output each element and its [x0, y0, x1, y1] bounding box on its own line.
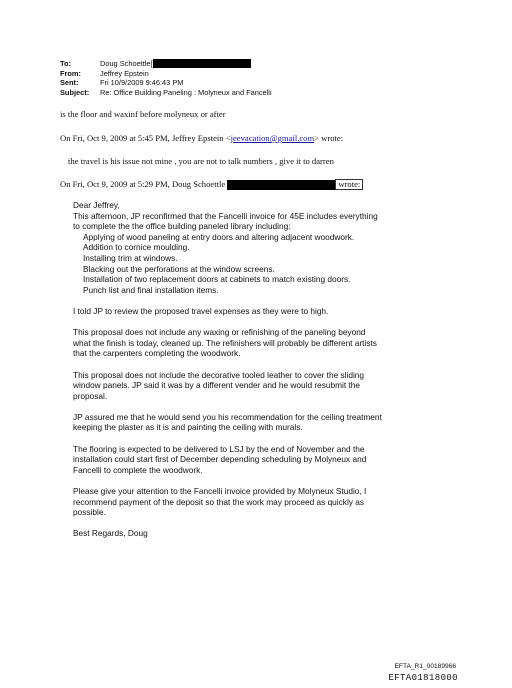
paragraph-line: proposal.: [73, 390, 108, 401]
to-label: To:: [60, 59, 71, 68]
quote-header-2-prefix: On Fri, Oct 9, 2009 at 5:29 PM, Doug Schoettle: [60, 179, 226, 189]
from-row: [60, 69, 272, 79]
paragraph-line: window panels. JP said it was by a different vender and he would resubmit the: [73, 380, 361, 391]
reply-line-1: is the floor and waxinf before molyneux or after: [60, 109, 226, 119]
intro-line: This afternoon, JP reconfirmed that the Fancelli invoice for 45E includes everything: [73, 210, 378, 221]
quote-header-1-prefix: On Fri, Oct 9, 2009 at 5:45 PM, Jeffrey Epstein <: [60, 133, 231, 143]
paragraph-line: recommend payment of the deposit so that the work may proceed as quickly as: [73, 496, 364, 507]
sent-value: Fri 10/9/2009 9:46:43 PM: [100, 78, 184, 88]
reply-line-2: the travel is his issue not mine , you are not to talk numbers , give it to darren: [68, 156, 334, 166]
list-item: Punch list and final installation items.: [83, 284, 219, 295]
redaction-bar: [227, 180, 335, 190]
from-label: From:: [60, 68, 81, 78]
greeting: Dear Jeffrey,: [73, 200, 120, 210]
sent-label: Sent:: [60, 78, 79, 88]
paragraph-leather: [73, 370, 453, 402]
bates-number-large: EFTA01818000: [388, 673, 458, 683]
paragraph-line: Please give your attention to the Fancelli invoice provided by Molyneux Studio, I: [73, 486, 367, 497]
paragraph-waxing: [73, 327, 453, 359]
redaction-bar: [153, 59, 251, 68]
subject-label: Subject:: [60, 87, 90, 97]
list-item: Installation of two replacement doors at cabinets to match existing doors.: [83, 274, 351, 285]
subject-value: Re: Office Building Paneling : Molyneux and Fancelli: [100, 87, 272, 97]
to-value: Doug Schoettle[: [100, 59, 153, 68]
paragraph-line: what the finish is today, cleaned up. The refinishers will probably be different artists: [73, 337, 377, 348]
from-value: Jeffrey Epstein: [100, 68, 149, 78]
paragraph-line: The flooring is expected to be delivered to LSJ by the end of November and the: [73, 443, 365, 454]
list-item: Blacking out the perforations at the window screens.: [83, 263, 275, 274]
list-item: Applying of wood paneling at entry doors and altering adjacent woodwork.: [83, 231, 355, 242]
intro-line: to complete the the office building paneled library including:: [73, 221, 291, 232]
quote-header-1: [60, 133, 343, 144]
quote-header-2: [60, 179, 363, 190]
quoted-message-body: [73, 200, 453, 539]
list-item: Addition to cornice moulding.: [83, 242, 190, 253]
paragraph-line: keeping the plaster as it is and painting the ceiling with murals.: [73, 422, 303, 433]
paragraph-travel: I told JP to review the proposed travel expenses as they were to high.: [73, 305, 329, 316]
bates-number-small: EFTA_R1_00189966: [394, 663, 456, 670]
signoff: Best Regards, Doug: [73, 528, 148, 539]
paragraph-line: Fancelli to complete the woodwork.: [73, 464, 203, 475]
list-item: Installing trim at windows.: [83, 252, 178, 263]
quote-header-1-suffix: > wrote:: [314, 133, 344, 143]
paragraph-flooring: [73, 444, 453, 476]
paragraph-line: JP assured me that he would send you his recommendation for the ceiling treatment: [73, 411, 382, 422]
paragraph-line: that the carpenters completing the woodwork.: [73, 348, 241, 359]
paragraph-line: This proposal does not include the decorative tooled leather to cover the sliding: [73, 369, 365, 380]
quote-header-2-suffix: wrote:: [335, 179, 363, 190]
to-row: [60, 59, 272, 69]
email-header: [60, 59, 272, 97]
paragraph-payment: [73, 486, 453, 518]
paragraph-line: possible.: [73, 507, 106, 518]
scope-list: [73, 232, 453, 296]
paragraph-ceiling: [73, 412, 453, 433]
paragraph-line: installation could start first of December depending scheduling by Molyneux and: [73, 454, 367, 465]
paragraph-line: This proposal does not include any waxing or refinishing of the paneling beyond: [73, 327, 366, 338]
email-link[interactable]: jeevacation@gmail.com: [230, 133, 315, 143]
subject-row: [60, 88, 272, 98]
sent-row: [60, 78, 272, 88]
